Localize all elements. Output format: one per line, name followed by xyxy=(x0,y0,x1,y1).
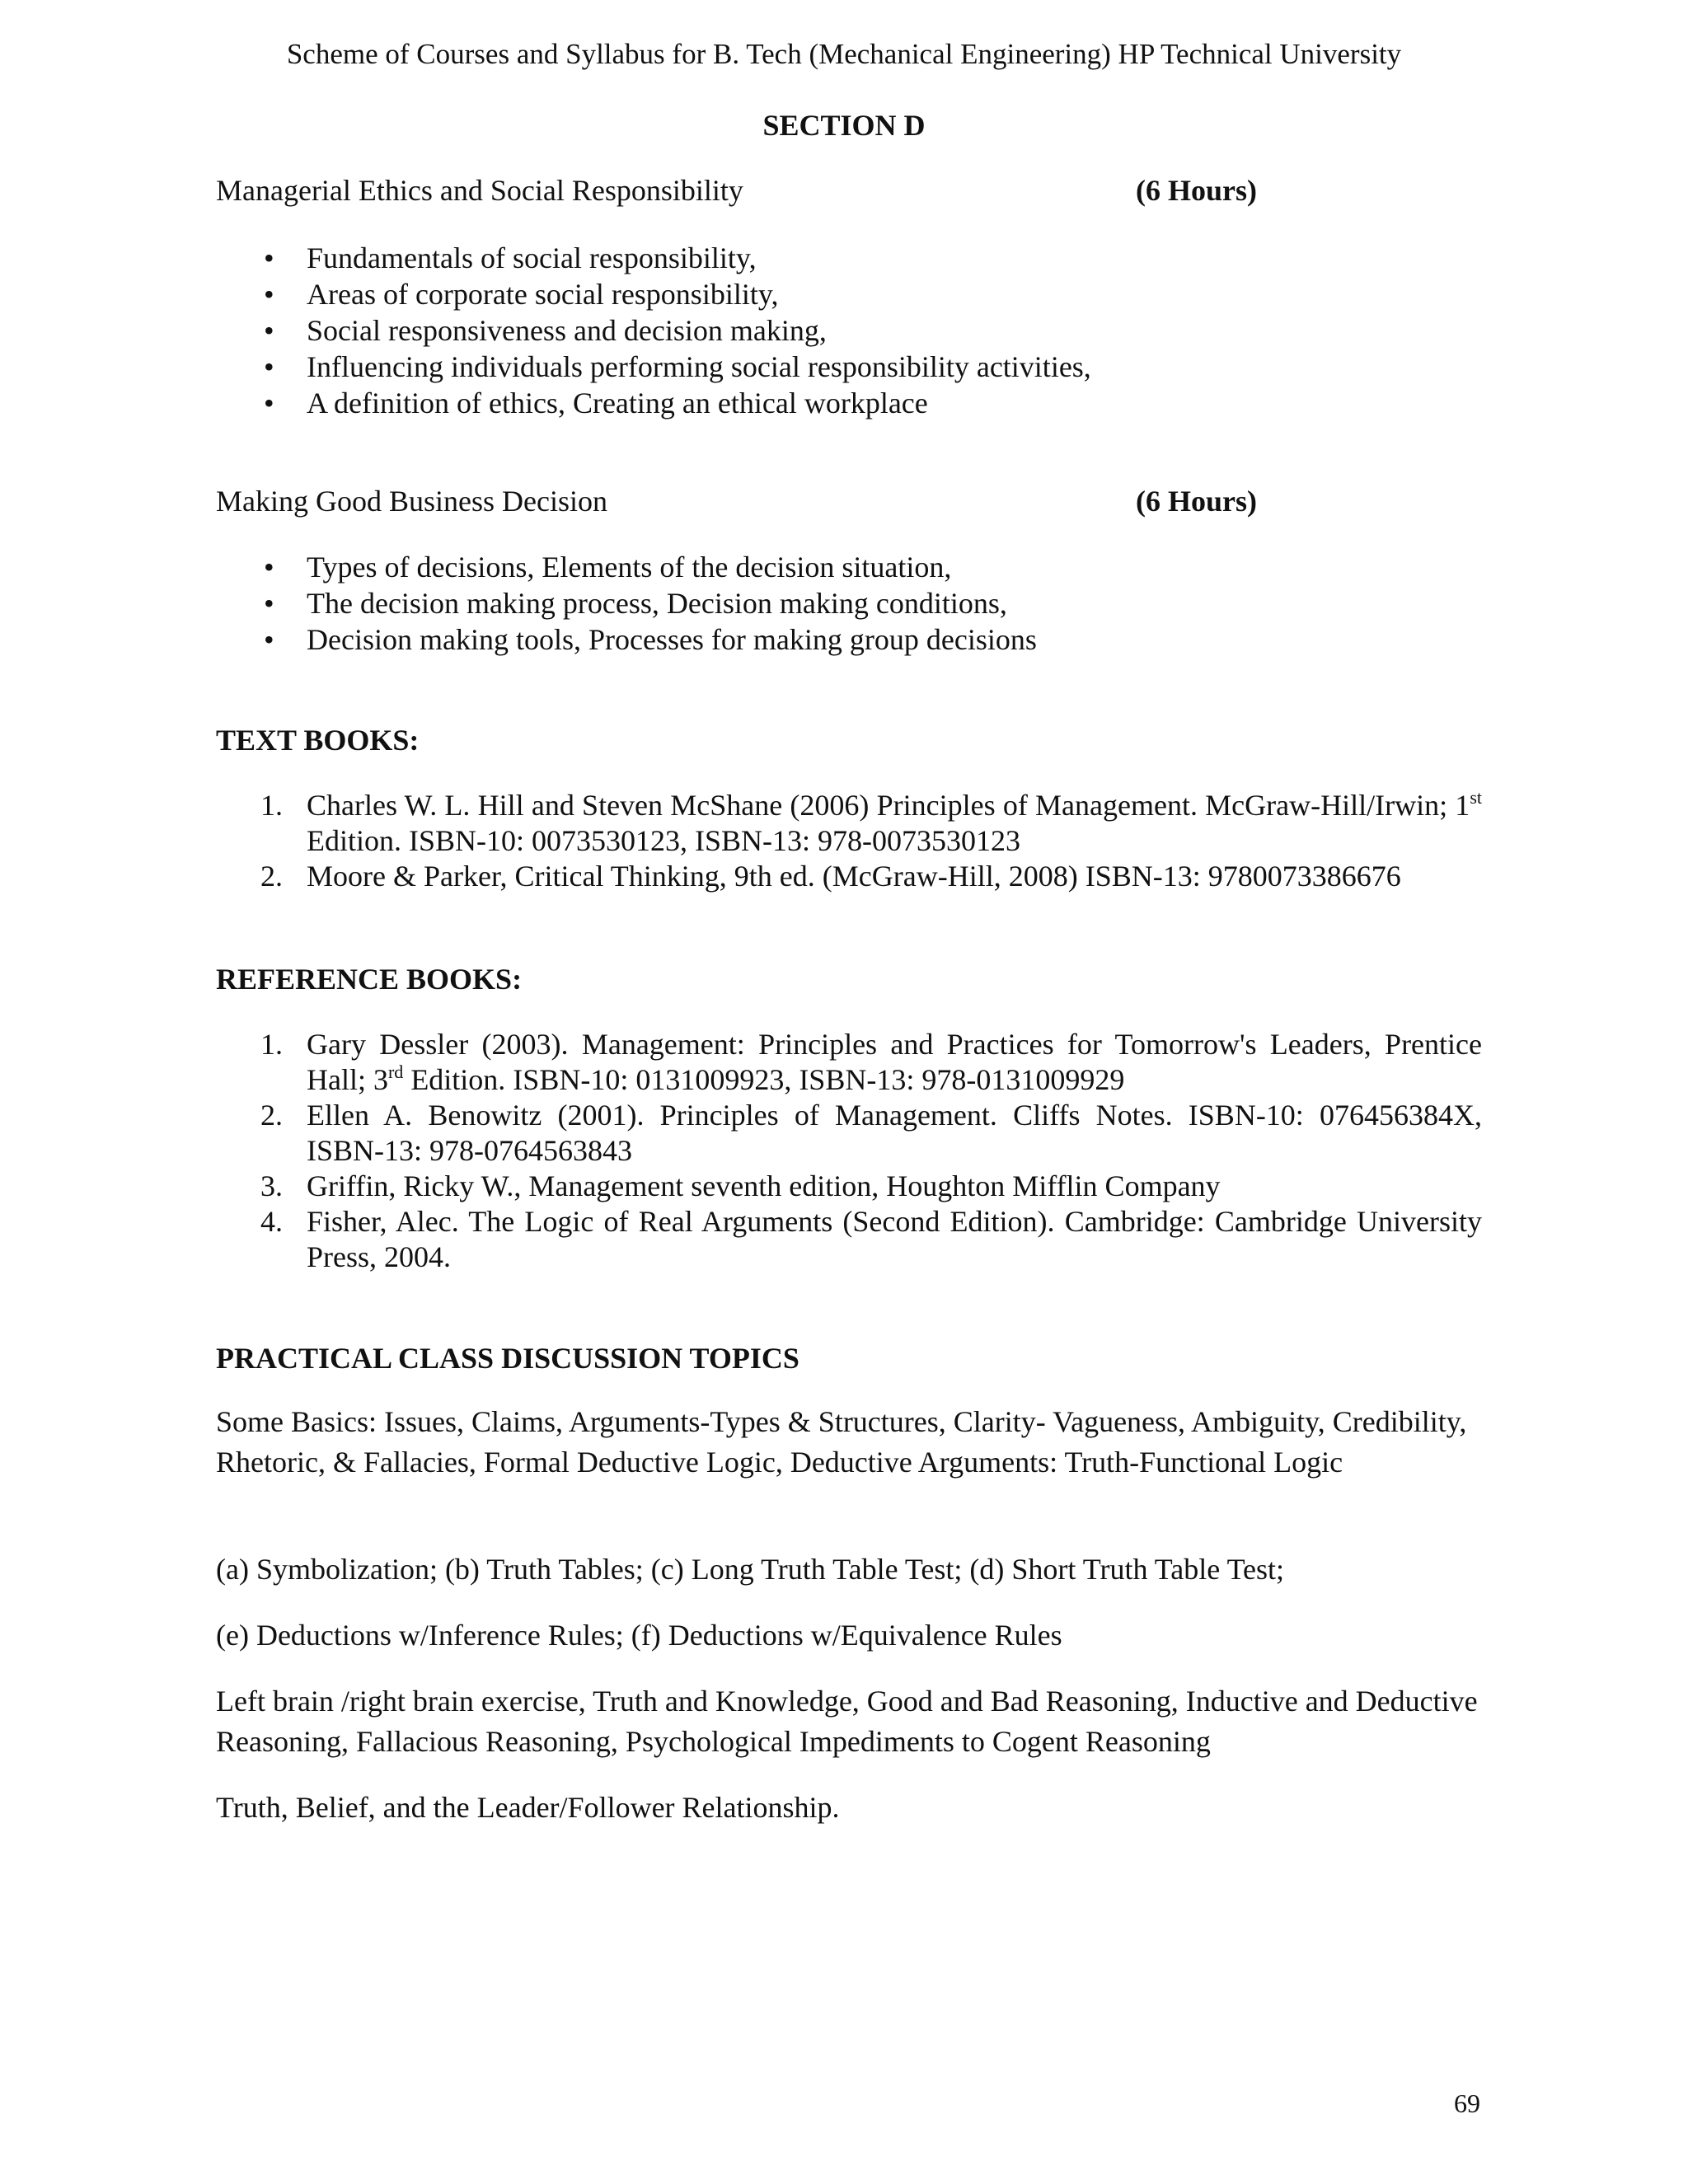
item-text: Ellen A. Benowitz (2001). Principles of Management. Cliffs Notes. ISBN-10: 076456384X, ISBN-13: 978-0764563843 xyxy=(307,1099,1482,1167)
list-item xyxy=(216,349,1502,385)
item-number: 2. xyxy=(260,860,283,893)
list-item xyxy=(216,1027,1482,1098)
item-superscript: st xyxy=(1470,787,1482,808)
item-text: Gary Dessler (2003). Management: Principles and Practices for Tomorrow's Leaders, Prentice Hall; 3 xyxy=(307,1028,1482,1096)
item-number: 1. xyxy=(260,1028,283,1061)
list-item-text: The decision making process, Decision making conditions, xyxy=(307,587,1007,620)
bullet-glyph: • xyxy=(264,350,274,383)
list-item-text: Social responsiveness and decision making, xyxy=(307,314,827,347)
list-item xyxy=(216,1204,1482,1275)
item-text: Griffin, Ricky W., Management seventh edition, Houghton Mifflin Company xyxy=(307,1169,1221,1202)
bullet-list-decision xyxy=(216,549,1502,658)
topic-heading-decision xyxy=(216,483,1568,519)
topic-title: Managerial Ethics and Social Responsibility xyxy=(216,174,743,207)
bullet-glyph: • xyxy=(264,587,274,620)
item-superscript: rd xyxy=(387,1062,404,1082)
paragraph: Some Basics: Issues, Claims, Arguments-Types & Structures, Clarity- Vagueness, Ambiguity, Credibility, Rhetoric, & Fallacies, Formal Deductive Logic, Deductive Arguments: Truth-Functional Logic xyxy=(216,1405,1467,1479)
bullet-glyph: • xyxy=(264,314,274,347)
paragraph: Truth, Belief, and the Leader/Follower Relationship. xyxy=(216,1791,840,1824)
list-item xyxy=(216,621,1502,658)
bullet-glyph: • xyxy=(264,241,274,274)
item-number: 4. xyxy=(260,1205,283,1238)
paragraph: Left brain /right brain exercise, Truth and Knowledge, Good and Bad Reasoning, Inductive and Deductive Reasoning, Fallacious Reasoning, Psychological Impediments to Cogent Reasoning xyxy=(216,1685,1478,1758)
paragraph: (e) Deductions w/Inference Rules; (f) Deductions w/Equivalence Rules xyxy=(216,1619,1062,1652)
list-item-text: A definition of ethics, Creating an ethical workplace xyxy=(307,387,928,419)
bullet-glyph: • xyxy=(264,623,274,656)
running-header: Scheme of Courses and Syllabus for B. Tech (Mechanical Engineering) HP Technical University xyxy=(286,38,1402,70)
list-item-text: Decision making tools, Processes for making group decisions xyxy=(307,623,1037,656)
list-item xyxy=(216,788,1482,859)
bullet-glyph: • xyxy=(264,387,274,419)
list-item xyxy=(216,585,1502,621)
item-text: Fisher, Alec. The Logic of Real Arguments (Second Edition). Cambridge: Cambridge University Press, 2004. xyxy=(307,1205,1482,1273)
bullet-glyph: • xyxy=(264,551,274,583)
list-item xyxy=(216,240,1502,276)
topic-title: Making Good Business Decision xyxy=(216,485,607,518)
text-books-heading: TEXT BOOKS: xyxy=(216,724,420,757)
item-text-continued: Edition. ISBN-10: 0131009923, ISBN-13: 978-0131009929 xyxy=(403,1063,1125,1096)
bullet-list-ethics xyxy=(216,240,1502,421)
item-text: Moore & Parker, Critical Thinking, 9th ed. (McGraw-Hill, 2008) ISBN-13: 9780073386676 xyxy=(307,860,1401,893)
text-books-list xyxy=(216,788,1482,894)
list-item xyxy=(216,312,1502,349)
reference-books-list xyxy=(216,1027,1482,1275)
paragraph: (a) Symbolization; (b) Truth Tables; (c) Long Truth Table Test; (d) Short Truth Table Test; xyxy=(216,1553,1285,1586)
list-item-text: Areas of corporate social responsibility, xyxy=(307,278,779,311)
list-item-text: Types of decisions, Elements of the decision situation, xyxy=(307,551,952,583)
list-item xyxy=(216,276,1502,312)
practical-topics-heading: PRACTICAL CLASS DISCUSSION TOPICS xyxy=(216,1342,799,1375)
topic-heading-ethics xyxy=(216,172,1568,209)
page-number: 69 xyxy=(1454,2088,1480,2118)
item-number: 1. xyxy=(260,789,283,822)
reference-books-heading: REFERENCE BOOKS: xyxy=(216,963,523,996)
item-text-continued: Edition. ISBN-10: 0073530123, ISBN-13: 978-0073530123 xyxy=(307,824,1021,857)
list-item xyxy=(216,385,1502,421)
item-text: Charles W. L. Hill and Steven McShane (2006) Principles of Management. McGraw-Hill/Irwin; 1 xyxy=(307,789,1470,822)
list-item xyxy=(216,549,1502,585)
list-item-text: Fundamentals of social responsibility, xyxy=(307,241,757,274)
item-number: 2. xyxy=(260,1099,283,1132)
item-number: 3. xyxy=(260,1169,283,1202)
topic-hours: (6 Hours) xyxy=(1136,485,1257,518)
topic-hours: (6 Hours) xyxy=(1136,174,1257,207)
list-item xyxy=(216,1169,1482,1204)
list-item xyxy=(216,859,1482,894)
list-item-text: Influencing individuals performing social responsibility activities, xyxy=(307,350,1091,383)
list-item xyxy=(216,1098,1482,1169)
bullet-glyph: • xyxy=(264,278,274,311)
section-title: SECTION D xyxy=(762,109,926,142)
